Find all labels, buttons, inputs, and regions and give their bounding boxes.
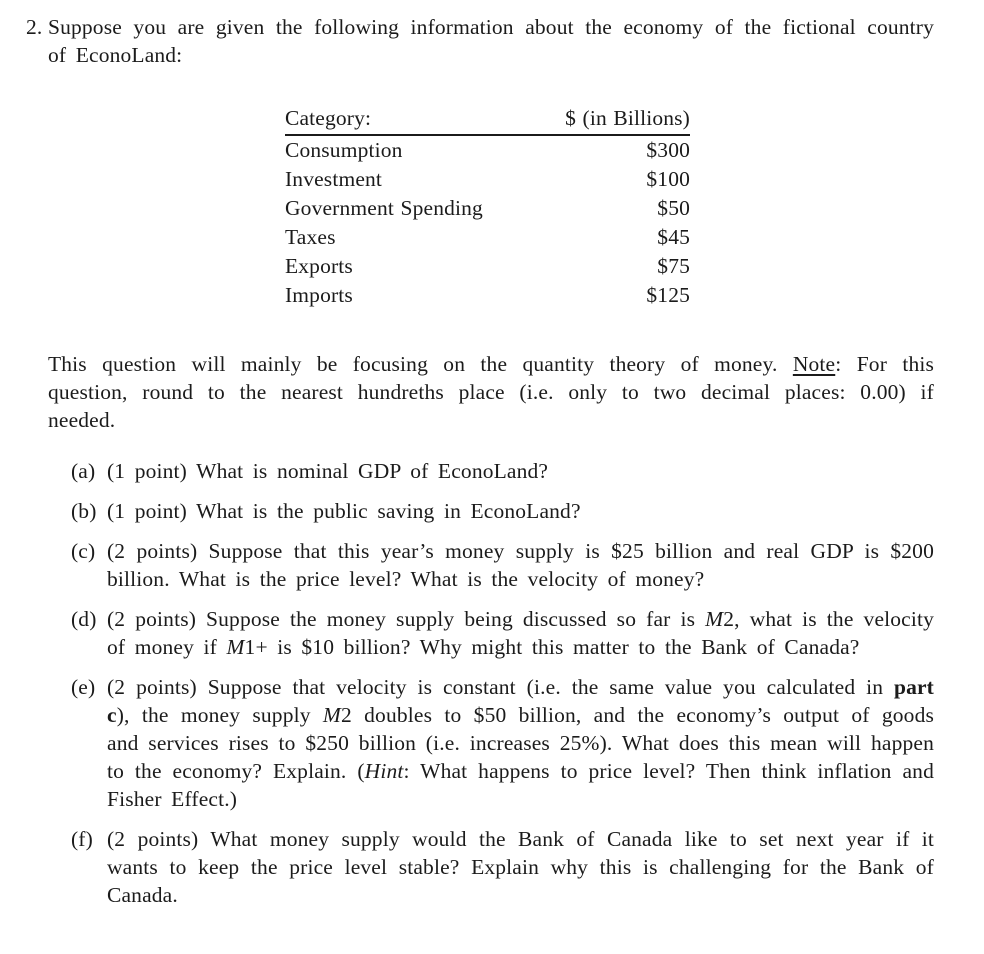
category-cell: Imports <box>285 283 353 307</box>
part-text: (2 points) Suppose that this year’s money supply is $25 billion and real GDP is $200 billion. What is the price level? What is the velocity of money? <box>107 539 934 591</box>
table-header-amount: $ (in Billions) <box>530 103 690 135</box>
table-header-category: Category: <box>285 103 530 135</box>
part-label: (d) <box>71 607 97 631</box>
part-text: (2 points) Suppose the money supply being discussed so far is M2, what is the velocity of money if M1+ is $10 billion? Why might this matter to the Bank of Canada? <box>107 607 935 659</box>
part-label: (c) <box>71 539 96 563</box>
table-row <box>285 194 690 223</box>
table-header-row <box>285 103 690 135</box>
part-text: (1 point) What is nominal GDP of EconoLand? <box>107 459 549 483</box>
amount-cell: $100 <box>646 167 690 191</box>
part-f <box>48 825 934 909</box>
question-body <box>48 13 934 921</box>
table-row <box>285 165 690 194</box>
question-number: 2. <box>26 15 43 39</box>
category-cell: Investment <box>285 167 383 191</box>
amount-cell: $125 <box>646 283 690 307</box>
note-paragraph: This question will mainly be focusing on the quantity theory of money. Note: For this question, round to the nearest hundreths place (i.e. only to two decimal places: 0.00) if needed. <box>48 352 934 432</box>
amount-cell: $45 <box>657 225 690 249</box>
category-cell: Government Spending <box>285 196 483 220</box>
part-label: (a) <box>71 459 96 483</box>
category-cell: Consumption <box>285 138 403 162</box>
part-label: (b) <box>71 499 97 523</box>
part-c <box>48 537 934 593</box>
part-e <box>48 673 934 813</box>
question-intro: Suppose you are given the following information about the economy of the fictional country of EconoLand: <box>48 15 934 67</box>
part-text: (2 points) Suppose that velocity is constant (i.e. the same value you calculated in part c), the money supply M2 doubles to $50 billion, and the economy’s output of goods and services rises to $250 billion (i.e. increases 25%). What does this mean will happen to the economy? Explain. (Hint: What happens to price level? Then think inflation and Fisher Effect.) <box>107 675 934 811</box>
table-row <box>285 223 690 252</box>
part-a <box>48 457 934 485</box>
economy-table <box>285 103 690 310</box>
category-cell: Taxes <box>285 225 336 249</box>
part-label: (e) <box>71 675 96 699</box>
part-b <box>48 497 934 525</box>
amount-cell: $300 <box>646 138 690 162</box>
category-cell: Exports <box>285 254 353 278</box>
question-parts-list <box>48 457 934 909</box>
part-label: (f) <box>71 827 93 851</box>
part-d <box>48 605 934 661</box>
question-block <box>26 13 960 921</box>
table-row <box>285 281 690 310</box>
amount-cell: $50 <box>657 196 690 220</box>
part-text: (1 point) What is the public saving in EconoLand? <box>107 499 581 523</box>
part-text: (2 points) What money supply would the Bank of Canada like to set next year if it wants to keep the price level stable? Explain why this is challenging for the Bank of Canada. <box>107 827 934 907</box>
table-row <box>285 252 690 281</box>
amount-cell: $75 <box>657 254 690 278</box>
table-row <box>285 135 690 165</box>
